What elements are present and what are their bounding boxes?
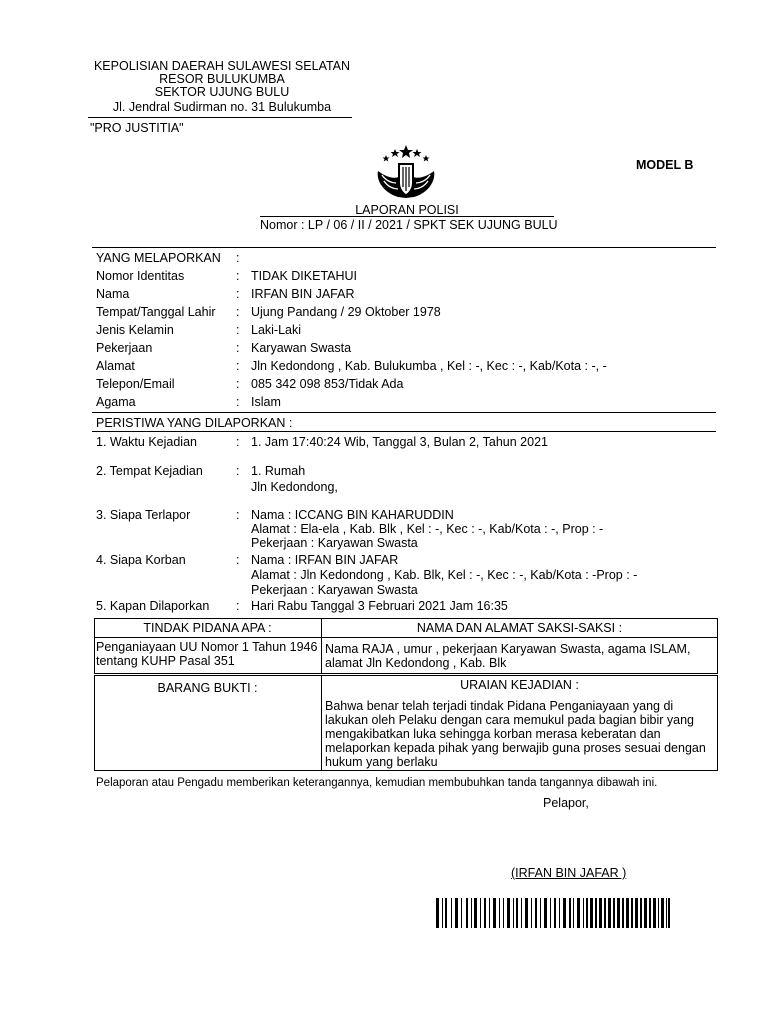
field-colon: : — [236, 287, 240, 301]
field-value-occupation: Karyawan Swasta — [251, 341, 352, 355]
field-colon: : — [236, 395, 240, 409]
field-value-phone: 085 342 098 853/Tidak Ada — [251, 377, 404, 391]
reporter-heading: YANG MELAPORKAN — [96, 251, 221, 265]
incident-top-rule — [92, 412, 716, 413]
header-sector: SEKTOR UJUNG BULU — [154, 85, 290, 99]
incident-value-suspect-name: Nama : ICCANG BIN KAHARUDDIN — [251, 508, 454, 522]
incident-label-victim: 4. Siapa Korban — [96, 553, 186, 567]
incident-value-reported: Hari Rabu Tanggal 3 Februari 2021 Jam 16:35 — [251, 599, 508, 613]
field-value-gender: Laki-Laki — [251, 323, 302, 337]
field-colon: : — [236, 341, 240, 355]
field-colon: : — [236, 269, 240, 283]
witness-value-line1: Nama RAJA , umur , pekerjaan Karyawan Swasta, agama ISLAM, — [325, 642, 691, 656]
description-line: Bahwa benar telah terjadi tindak Pidana Penganiayaan yang di — [325, 699, 674, 713]
incident-label-reported: 5. Kapan Dilaporkan — [96, 599, 210, 613]
incident-value-suspect-job: Pekerjaan : Karyawan Swasta — [251, 536, 418, 550]
incident-value-suspect-address: Alamat : Ela-ela , Kab. Blk , Kel : -, Kec : -, Kab/Kota : -, Prop : - — [251, 522, 604, 536]
incident-heading-rule — [92, 431, 716, 432]
witness-header: NAMA DAN ALAMAT SAKSI-SAKSI : — [416, 621, 623, 635]
incident-colon: : — [236, 435, 240, 449]
incident-value-place-1: 1. Rumah — [251, 464, 306, 478]
incident-value-victim-job: Pekerjaan : Karyawan Swasta — [251, 583, 418, 597]
field-label-phone: Telepon/Email — [96, 377, 175, 391]
model-label: MODEL B — [636, 158, 694, 172]
field-label-name: Nama — [96, 287, 130, 301]
field-label-occupation: Pekerjaan — [96, 341, 153, 355]
field-colon: : — [236, 377, 240, 391]
incident-label-place: 2. Tempat Kejadian — [96, 464, 203, 478]
field-label-identity: Nomor Identitas — [96, 269, 185, 283]
incident-value-victim-name: Nama : IRFAN BIN JAFAR — [251, 553, 399, 567]
report-number: Nomor : LP / 06 / II / 2021 / SPKT SEK UJUNG BULU — [260, 218, 558, 232]
incident-label-time: 1. Waktu Kejadian — [96, 435, 197, 449]
header-resort: RESOR BULUKUMBA — [159, 72, 285, 86]
report-title: LAPORAN POLISI — [355, 203, 459, 217]
field-value-address: Jln Kedondong , Kab. Bulukumba , Kel : -, Kec : -, Kab/Kota : -, - — [251, 359, 607, 373]
incident-value-place-2: Jln Kedondong, — [251, 480, 338, 494]
field-label-address: Alamat — [96, 359, 135, 373]
crime-value-line1: Penganiayaan UU Nomor 1 Tahun 1946 — [96, 640, 318, 654]
pro-justitia: "PRO JUSTITIA" — [90, 121, 184, 135]
field-colon: : — [236, 323, 240, 337]
witness-value-line2: alamat Jln Kedondong , Kab. Blk — [325, 656, 507, 670]
field-label-gender: Jenis Kelamin — [96, 323, 174, 337]
crime-value-line2: tentang KUHP Pasal 351 — [96, 654, 235, 668]
incident-value-victim-address: Alamat : Jln Kedondong , Kab. Blk, Kel : -, Kec : -, Kab/Kota : -Prop : - — [251, 568, 638, 582]
crime-header: TINDAK PIDANA APA : — [143, 621, 272, 635]
field-value-religion: Islam — [251, 395, 281, 409]
police-emblem-icon — [368, 143, 444, 199]
field-label-religion: Agama — [96, 395, 136, 409]
incident-heading: PERISTIWA YANG DILAPORKAN : — [96, 416, 293, 430]
header-divider — [88, 117, 352, 118]
title-underline — [260, 216, 554, 217]
evidence-header: BARANG BUKTI : — [157, 681, 258, 695]
header-address: Jl. Jendral Sudirman no. 31 Bulukumba — [112, 100, 332, 114]
description-line: melaporkan kepada pihak yang berwajib guna proses sesuai dengan — [325, 741, 706, 755]
field-value-birth: Ujung Pandang / 29 Oktober 1978 — [251, 305, 441, 319]
incident-colon: : — [236, 553, 240, 567]
field-colon: : — [236, 305, 240, 319]
barcode-icon — [436, 898, 670, 928]
reporter-heading-colon: : — [236, 251, 240, 265]
description-header: URAIAN KEJADIAN : — [460, 678, 579, 692]
description-line: hukum yang berlaku — [325, 755, 438, 769]
incident-colon: : — [236, 599, 240, 613]
field-value-identity: TIDAK DIKETAHUI — [251, 269, 358, 283]
incident-value-time: 1. Jam 17:40:24 Wib, Tanggal 3, Bulan 2, Tahun 2021 — [251, 435, 548, 449]
incident-colon: : — [236, 508, 240, 522]
description-line: mengakibatkan luka sehingga korban merasa keberatan dan — [325, 727, 661, 741]
header-agency: KEPOLISIAN DAERAH SULAWESI SELATAN — [93, 59, 351, 73]
reporter-top-rule — [92, 247, 716, 248]
pelapor-label: Pelapor, — [543, 796, 589, 810]
signature-name: (IRFAN BIN JAFAR ) — [511, 866, 627, 880]
field-colon: : — [236, 359, 240, 373]
description-line: lakukan oleh Pelaku dengan cara memukul pada bagian bibir yang — [325, 713, 695, 727]
field-value-name: IRFAN BIN JAFAR — [251, 287, 355, 301]
statement-text: Pelaporan atau Pengadu memberikan keterangannya, kemudian membubuhkan tanda tangannya dibawah ini. — [96, 777, 658, 789]
incident-colon: : — [236, 464, 240, 478]
table-header-rule — [94, 637, 718, 638]
field-label-birth: Tempat/Tanggal Lahir — [96, 305, 216, 319]
incident-label-suspect: 3. Siapa Terlapor — [96, 508, 191, 522]
